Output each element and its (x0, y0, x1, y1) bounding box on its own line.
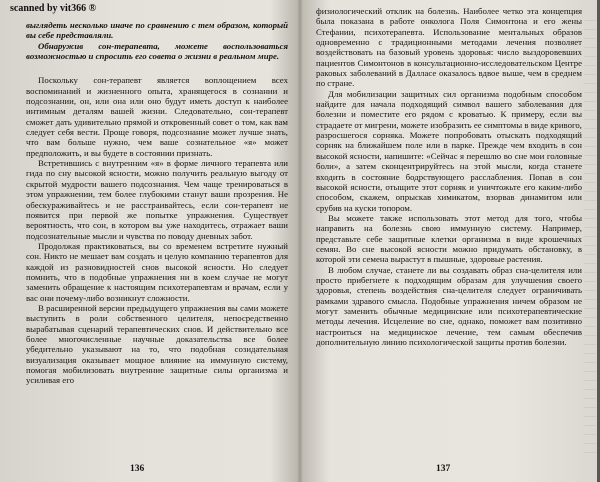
paragraph-gap (26, 61, 288, 75)
scan-stamp: scanned by vit366 ® (10, 3, 97, 14)
paragraph: физиологический отклик на болезнь. Наиболее четко эта концепция была показана в работе онколога Поля Симонтона и его жены Стефании, психотерапевта. Использование ментальных образов одновременно с традиционными методами лечения позволяет воздействовать на базовый уровень здоровья: число выздоровевших пациентов Симонтонов в консультационно-исследовательском Центре раковых заболеваний в Далласе оказалось вдвое выше, чем в среднем по стране. (316, 6, 582, 89)
page-number-left: 136 (130, 464, 145, 474)
paragraph: Продолжая практиковаться, вы со временем встретите нужный сон. Никто не мешает вам создать и целую компанию терапевтов для каждой из разновидностей снов высокой ясности. Но следует помнить, что в подобные упражнения ни в коем случае не могут заменить обращение к настоящим психотерапевтам и врачам, если у вас они почему-либо возникнут сложности. (26, 240, 288, 303)
paragraph: Для мобилизации защитных сил организма подобным способом найдите для начала подходящий символ вашего заболевания для болезни и поместите его рядом с кроватью. К примеру, если вы страдаете от мигрени, можете изобразить ее симптомы в виде кривого, разросшегося сорняка. Можете попробовать отыскать подходящий сорняк на ближайшем поле или в парке. Прежде чем входить в сон высокой ясности, напишите: «Сейчас я перешлю во сне мои головные боли», а затем сконцентрируйтесь на этой мысли, когда станете входить в состояние бодрствующего расслабления. Попав в сон высокой ясности, отыщите этот сорняк и уничтожьте его каким-либо способом, скажем, опрыскав химикатом, взорвав динамитом или срубив на куски топором. (316, 88, 583, 213)
paragraph: выглядеть несколько иначе по сравнению с тем образом, который вы себе представляли. (26, 20, 288, 41)
paragraph: Обнаружив сон-терапевта, можете воспользоваться возможностью и спросить его совета о жизни в реальном мире. (26, 40, 288, 62)
paragraph: Вы можете также использовать этот метод для того, чтобы направить на болезнь свою иммунную систему. Например, представьте себе защитные клетки организма в виде крошечных семян. Во сне высокой ясности можно придумать обстановку, в которой эти семена вырастут в пышные, здоровые растения. (316, 212, 582, 265)
left-page-text (26, 20, 288, 386)
paragraph: Встретившись с внутренним «я» в форме личного терапевта или гида по сну высокой ясности, можно получить реальную выгоду от скрытой мудрости вашего подсознания. Чем чаще тренироваться в этом упражнении, тем более глубокими станут ваши прозрения. Не обескураживайтесь и не расстраивайтесь, если сон-терапевт не появится при первой же попытке упражнения. Существует вероятность, что сон, в котором вы уже находитесь, отражает ваши подсознательные мысли и чувства по поводу дневных забот. (26, 158, 288, 241)
right-page-text (316, 6, 582, 347)
page-number-right: 137 (436, 464, 451, 474)
paragraph: Поскольку сон-терапевт является воплощением всех воспоминаний и жизненного опыта, хранящегося в сознании и подсознании, он, или она или оно будут иметь доступ к наиболее интимным деталям вашей жизни. Следовательно, сон-терапевт сможет дать удивительно прямой и откровенный совет о том, как вам следует себя вести. Проще говоря, подсознание может лучше знать, что вам больше нужно, чем ваше сознательное «я» может предположить, и вы будете в состоянии признать. (26, 75, 288, 158)
paragraph: В расширенной версии предыдущего упражнения вы сами можете выступить в роли собственного целителя, непосредственно вырабатывая сценарий терапевтических снов. И действительно все более многочисленные научные доказательства все более убедительно указывают на то, что подобная созидательная визуализация оказывает мощное влияние на иммунную систему, помогая мобилизовать внутренние защитные силы организма и усиливая его (26, 302, 288, 386)
paragraph: В любом случае, станете ли вы создавать образ сна-целителя или просто прибегнете к подходящим образам для улучшения своего здоровья, степень воздействия сна-целителя следует ограничивать рамками здравого смысла. Подобные упражнения ничем образом не могут заменить обычные медицинские или психотерапевтические методы лечения. Исцеление во сне, однако, поможет вам позитивно настроиться на медицинское лечение, тем самым обеспечив дополнительную линию психологической защиты против болезни. (316, 264, 582, 347)
page-edge-lines (584, 20, 596, 460)
right-page (300, 0, 600, 482)
